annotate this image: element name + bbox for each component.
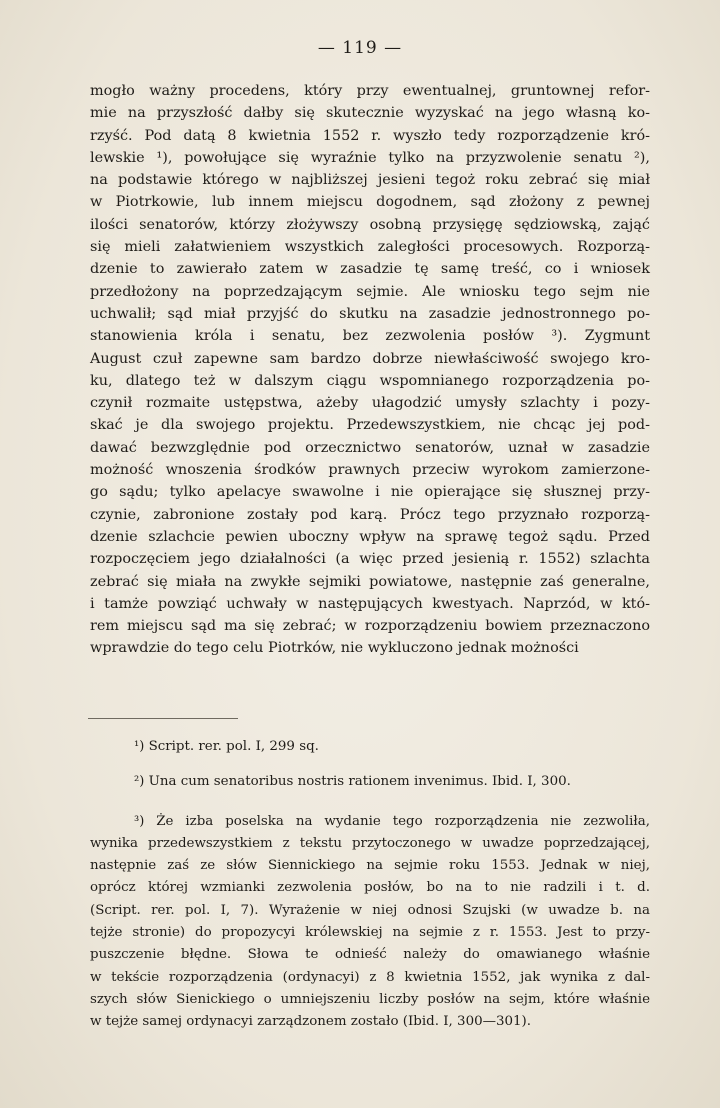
footnote-text: Że izba poselska na wydanie tego rozporządzenia nie zezwoliła, bbox=[156, 813, 650, 829]
footnote-gap bbox=[90, 758, 650, 771]
footnote-gap bbox=[90, 794, 650, 811]
text-line: przedłożony na poprzedzającym sejmie. Ale wniosku tego sejm nie bbox=[90, 283, 650, 300]
text-line: czynił rozmaite ustępstwa, ażeby ułagodzić umysły szlachty i pozy- bbox=[90, 395, 650, 412]
footnote-line bbox=[90, 811, 650, 833]
page-number: — 119 — bbox=[317, 38, 403, 58]
footnote-line: następnie zaś ze słów Siennickiego na sejmie roku 1553. Jednak w niej, bbox=[90, 858, 650, 874]
footnotes bbox=[90, 736, 650, 1034]
footnote-2 bbox=[90, 771, 650, 793]
text-line: August czuł zapewne sam bardzo dobrze niewłaściwość swojego kro- bbox=[90, 350, 650, 367]
footnote-marker: ¹) bbox=[134, 739, 145, 754]
text-line: czynie, zabronione zostały pod karą. Prócz tego przyznało rozporzą- bbox=[90, 506, 650, 523]
footnote-line: (Script. rer. pol. I, 7). Wyrażenie w niej odnosi Szujski (w uwadze b. na bbox=[90, 902, 650, 918]
footnote-line bbox=[90, 771, 650, 793]
text-line: rem miejscu sąd ma się zebrać; w rozporządzeniu bowiem przeznaczono bbox=[90, 618, 650, 635]
text-line: uchwalił; sąd miał przyjść do skutku na zasadzie jednostronnego po- bbox=[90, 305, 650, 322]
text-line: na podstawie którego w najbliższej jesieni tegoż roku zebrać się miał bbox=[90, 172, 650, 189]
text-line: mogło ważny procedens, który przy ewentualnej, gruntownej refor- bbox=[90, 83, 650, 99]
footnote-line: w tekście rozporządzenia (ordynacyi) z 8 kwietnia 1552, jak wynika z dal- bbox=[90, 969, 650, 985]
footnote-divider bbox=[88, 718, 238, 719]
footnote-3 bbox=[90, 811, 650, 1034]
text-line: i tamże powziąć uchwały w następujących kwestyach. Naprzód, w któ- bbox=[90, 595, 650, 612]
footnote-line bbox=[90, 736, 650, 758]
footnote-text: Una cum senatoribus nostris rationem invenimus. Ibid. I, 300. bbox=[148, 774, 571, 790]
footnote-text: Script. rer. pol. I, 299 sq. bbox=[148, 739, 319, 754]
text-line: ku, dlatego też w dalszym ciągu wspomnianego rozporządzenia po- bbox=[90, 372, 650, 389]
footnote-line: oprócz której wzmianki zezwolenia posłów, bo na to nie radzili i t. d. bbox=[90, 880, 650, 896]
text-line: skać je dla swojego projektu. Przedewszystkiem, nie chcąc jej pod- bbox=[90, 417, 650, 434]
text-line: stanowienia króla i senatu, bez zezwolenia posłów ³). Zygmunt bbox=[90, 328, 650, 345]
footnote-marker: ³) bbox=[134, 813, 145, 829]
text-line: go sądu; tylko apelacye swawolne i nie opierające się słusznej przy- bbox=[90, 484, 650, 501]
text-line: mie na przyszłość dałby się skutecznie wyzyskać na jego własną ko- bbox=[90, 105, 650, 122]
text-line: dawać bezwzględnie pod orzecznictwo senatorów, uznał w zasadzie bbox=[90, 439, 650, 456]
text-line: w Piotrkowie, lub innem miejscu dogodnem, sąd złożony z pewnej bbox=[90, 194, 650, 211]
main-text bbox=[90, 80, 650, 660]
text-line: lewskie ¹), powołujące się wyraźnie tylko na przyzwolenie senatu ²), bbox=[90, 149, 650, 166]
footnote-line: tejże stronie) do propozycyi królewskiej na sejmie z r. 1553. Jest to przy- bbox=[90, 925, 650, 941]
footnote-line: w tejże samej ordynacyi zarządzonem zostało (Ibid. I, 300—301). bbox=[90, 1014, 532, 1030]
text-line: rozpoczęciem jego działalności (a więc przed jesienią r. 1552) szlachta bbox=[90, 551, 650, 568]
footnote-1 bbox=[90, 736, 650, 758]
text-line: ilości senatorów, którzy złożywszy osobną przysięgę sędziowską, zająć bbox=[90, 216, 650, 233]
text-line: możność wnoszenia środków prawnych przeciw wyrokom zamierzone- bbox=[90, 462, 650, 479]
footnote-marker: ²) bbox=[134, 774, 145, 790]
footnote-line: szych słów Sienickiego o umniejszeniu liczby posłów na sejm, które właśnie bbox=[90, 991, 650, 1007]
text-line: się mieli załatwieniem wszystkich zaległości procesowych. Rozporzą- bbox=[90, 239, 650, 256]
footnote-line: puszczenie błędne. Słowa te odnieść należy do omawianego właśnie bbox=[90, 947, 650, 963]
footnote-line: wynika przedewszystkiem z tekstu przytoczonego w uwadze poprzedzającej, bbox=[90, 835, 650, 851]
text-line: rzyść. Pod datą 8 kwietnia 1552 r. wyszło tedy rozporządzenie kró- bbox=[90, 127, 650, 144]
text-line: wprawdzie do tego celu Piotrków, nie wykluczono jednak możności bbox=[90, 640, 579, 657]
text-line: dzenie szlachcie pewien uboczny wpływ na sprawę tegoż sądu. Przed bbox=[90, 528, 650, 545]
text-line: dzenie to zawierało zatem w zasadzie tę samę treść, co i wniosek bbox=[90, 261, 650, 278]
text-line: zebrać się miała na zwykłe sejmiki powiatowe, następnie zaś generalne, bbox=[90, 573, 650, 590]
